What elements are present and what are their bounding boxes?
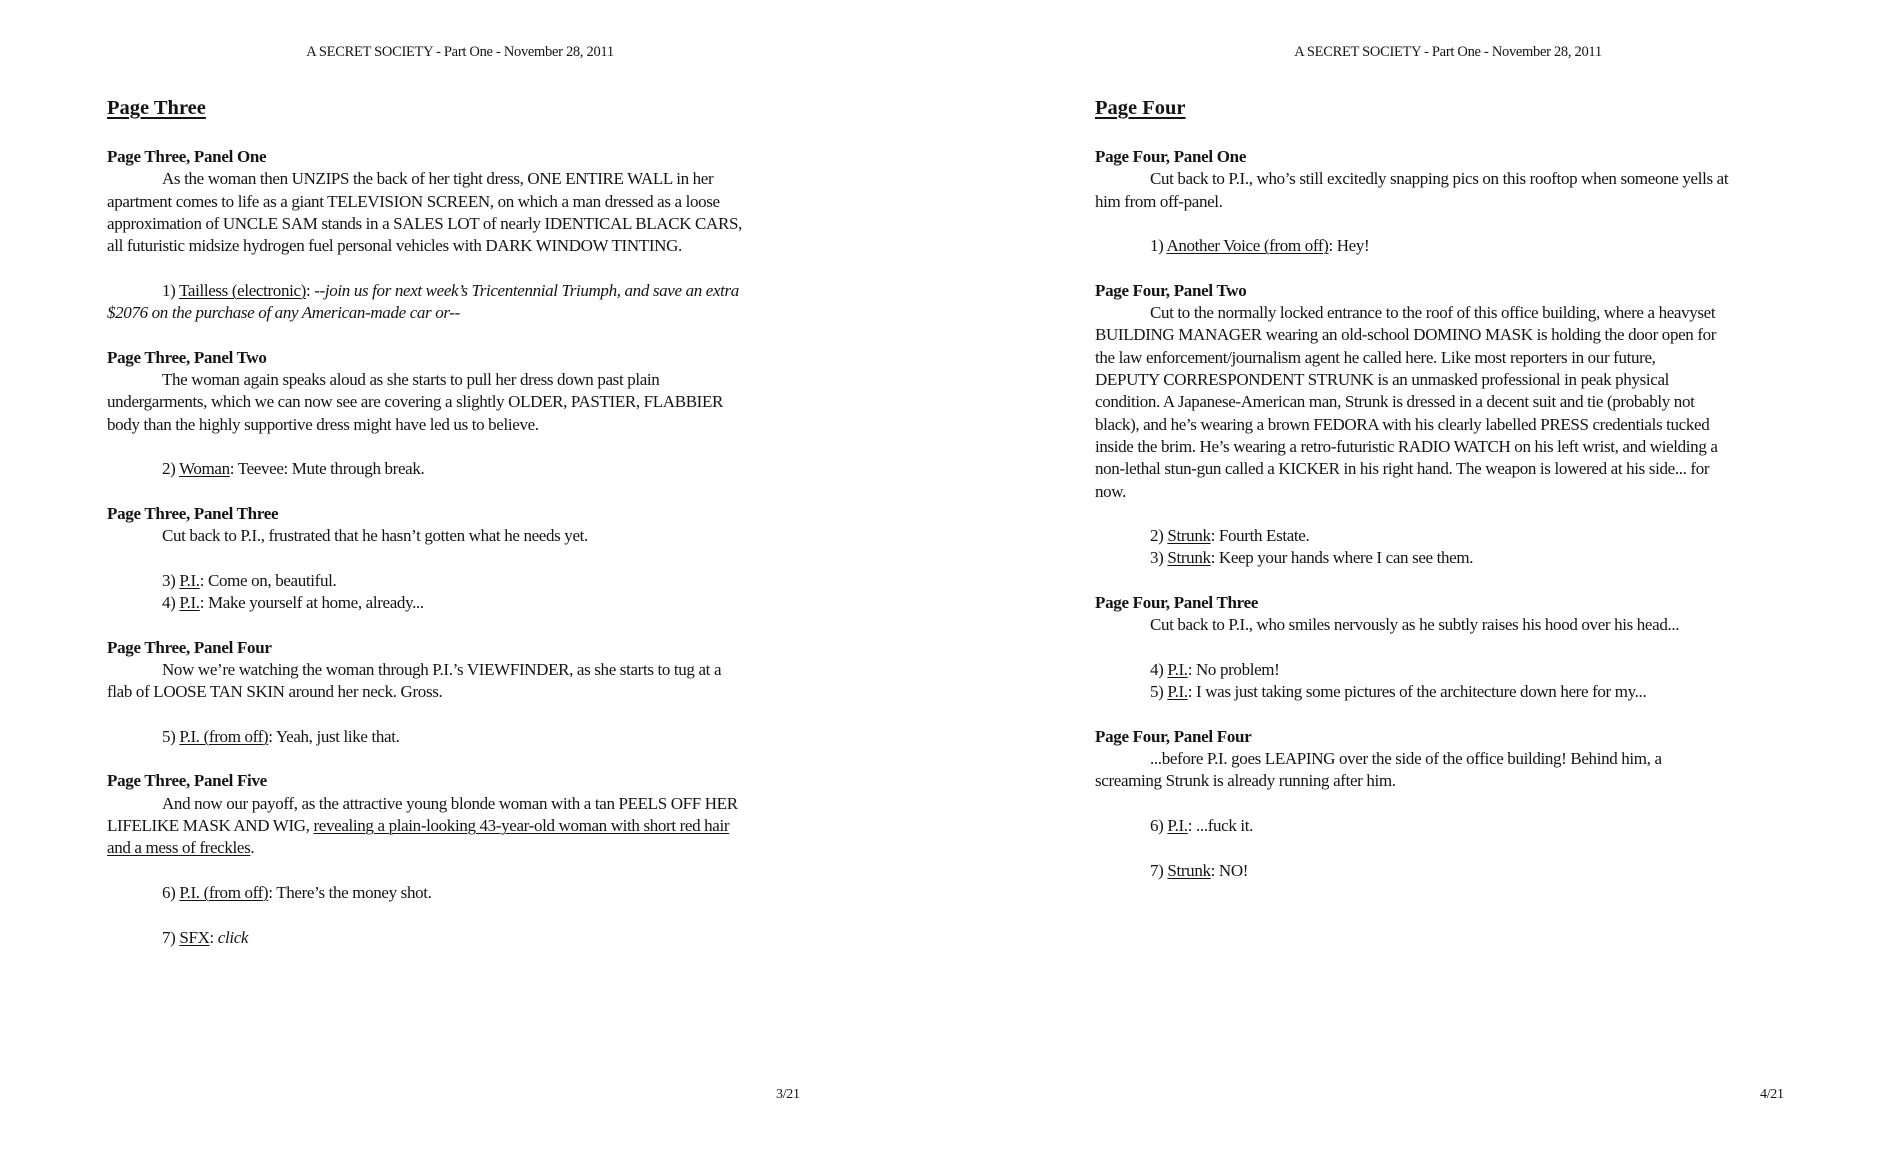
text-span: 5) [162,726,180,746]
text-span: approximation of UNCLE SAM stands in a SALES LOT of nearly IDENTICAL BLACK CARS, [107,213,742,233]
text-span: 2) [162,459,180,479]
text-span: 7) [1150,860,1168,880]
panel-heading: Page Three, Panel One [107,147,267,166]
underlined-text: Strunk [1167,548,1211,568]
description-line [107,681,442,703]
text-span: : Come on, beautiful. [199,570,337,590]
description-line [1150,614,1679,636]
underlined-text: P.I. [1167,659,1188,679]
dialogue-line [107,302,460,324]
text-span: ...before P.I. goes LEAPING over the side of the office building! Behind him, a [1150,749,1662,769]
text-span: : Teevee: Mute through break. [229,459,425,479]
text-span: 7) [162,927,180,947]
text-span: undergarments, which we can now see are covering a slightly OLDER, PASTIER, FLABBIER [107,392,724,412]
text-span: flab of LOOSE TAN SKIN around her neck. Gross. [107,682,443,702]
dialogue-line [1150,525,1309,547]
text-span: : Yeah, just like that. [268,726,400,746]
text-span: Cut back to P.I., frustrated that he hasn’t gotten what he needs yet. [162,526,588,546]
text-span: : [306,280,315,300]
text-span: Cut to the normally locked entrance to the roof of this office building, where a heavyset [1150,303,1716,323]
dialogue-line [1150,547,1473,569]
description-line [1150,748,1662,770]
text-span: all futuristic midsize hydrogen fuel personal vehicles with DARK WINDOW TINTING. [107,236,682,256]
page-number: 3/21 [776,1087,800,1102]
dialogue-line [1150,235,1369,257]
text-span: 6) [1150,816,1168,835]
underlined-text: Tailless (electronic) [179,280,306,300]
dialogue-line [162,882,432,904]
description-line [1095,391,1694,413]
text-span: non-lethal stun-gun called a KICKER in his right hand. The weapon is lowered at his side... for [1095,459,1710,479]
text-span: 3) [1150,548,1168,568]
description-line [162,369,659,391]
text-span: : NO! [1210,860,1249,880]
text-span: . [250,838,255,858]
text-span: 4) [1150,659,1168,679]
dialogue-line [162,458,424,480]
panel-heading: Page Three, Panel Five [107,771,267,791]
dialogue-line [162,592,424,614]
underlined-text: and a mess of freckles [107,838,251,858]
panel-heading: Page Three, Panel Two [107,347,267,367]
text-span: screaming Strunk is already running after him. [1095,771,1396,791]
underlined-text: Another Voice (from off) [1166,236,1329,256]
description-line [107,391,723,413]
running-header: A SECRET SOCIETY - Part One - November 28, 2011 [1294,44,1602,60]
panel-heading: Page Four, Panel Two [1095,280,1247,300]
text-span: : ...fuck it. [1187,816,1254,835]
dialogue-line [162,927,248,949]
dialogue-line [162,726,400,748]
description-line [107,837,254,859]
text-span: Cut back to P.I., who’s still excitedly snapping pics on this rooftop when someone yells at [1150,169,1729,189]
underlined-text: revealing a plain-looking 43-year-old woman with short red hair [313,816,730,835]
text-span: And now our payoff, as the attractive young blonde woman with a tan PEELS OFF HER [162,793,738,813]
description-line [162,659,721,681]
text-span: : Keep your hands where I can see them. [1210,548,1474,568]
underlined-text: Strunk [1167,526,1211,546]
panel-heading: Page Three, Panel Four [107,637,272,657]
text-span: : No problem! [1187,659,1280,679]
text-span: 6) [162,882,180,902]
underlined-text: Woman [179,459,230,479]
text-span: : I was just taking some pictures of the architecture down here for my... [1187,682,1647,702]
dialogue-line [1150,815,1253,837]
description-line [1095,191,1223,213]
script-page-four [988,0,1888,1149]
page-title: Page Four [1095,97,1186,119]
text-span: : [209,927,218,947]
panel-heading: Page Four, Panel Three [1095,593,1259,612]
underlined-text: Strunk [1167,860,1211,880]
description-line [1095,324,1716,346]
description-line [1095,458,1709,480]
italic-text: click [217,927,249,947]
text-span: condition. A Japanese-American man, Strunk is dressed in a decent suit and tie (probably not [1095,392,1695,412]
description-line [1095,369,1669,391]
description-line [107,191,720,213]
underlined-text: P.I. [1167,682,1188,702]
dialogue-line [1150,681,1646,703]
running-header: A SECRET SOCIETY - Part One - November 28, 2011 [306,44,614,60]
text-span: black), and he’s wearing a brown FEDORA with his clearly labelled PRESS credentials tucked [1095,414,1710,434]
text-span: 1) [1150,236,1167,256]
text-span: Now we’re watching the woman through P.I.’s VIEWFINDER, as she starts to tug at a [162,659,722,679]
dialogue-line [1150,659,1279,681]
text-span: apartment comes to life as a giant TELEVISION SCREEN, on which a man dressed as a loose [107,191,720,211]
dialogue-line [162,280,739,302]
underlined-text: P.I. (from off) [179,726,269,746]
description-line [107,213,742,235]
underlined-text: P.I. [179,593,200,612]
text-span: The woman again speaks aloud as she starts to pull her dress down past plain [162,370,660,389]
text-span: 1) [162,280,180,300]
description-line [1095,414,1709,436]
underlined-text: SFX [179,927,210,947]
text-span: 2) [1150,526,1168,546]
page-number: 4/21 [1760,1087,1784,1102]
underlined-text: P.I. [179,570,200,590]
underlined-text: P.I. [1167,816,1188,835]
text-span: : Fourth Estate. [1210,526,1310,546]
text-span: : Make yourself at home, already... [199,593,424,612]
description-line [162,168,713,190]
description-line [162,525,588,547]
text-span: LIFELIKE MASK AND WIG, [107,816,314,835]
panel-heading: Page Four, Panel One [1095,147,1247,166]
text-span: him from off-panel. [1095,191,1223,211]
script-page-three [0,0,900,1149]
text-span: inside the brim. He’s wearing a retro-futuristic RADIO WATCH on his left wrist, and wielding a [1095,436,1718,456]
description-line [1095,347,1656,369]
text-span: Cut back to P.I., who smiles nervously as he subtly raises his hood over his head... [1150,615,1680,635]
text-span: now. [1095,481,1127,501]
text-span: BUILDING MANAGER wearing an old-school DOMINO MASK is holding the door open for [1095,325,1717,345]
description-line [1095,436,1718,458]
description-line [107,815,729,837]
page-title: Page Three [107,97,206,119]
text-span: 5) [1150,682,1168,702]
description-line [107,235,682,257]
text-span: : Hey! [1328,236,1370,256]
dialogue-line [162,570,336,592]
text-span: : There’s the money shot. [268,882,432,902]
italic-text: --join us for next week’s Tricentennial Triumph, and save an extra [314,280,739,300]
text-span: the law enforcement/journalism agent he called here. Like most reporters in our future, [1095,347,1656,367]
text-span: body than the highly supportive dress might have led us to believe. [107,414,539,434]
description-line [1150,302,1715,324]
panel-heading: Page Four, Panel Four [1095,726,1252,746]
text-span: 3) [162,570,180,590]
text-span: As the woman then UNZIPS the back of her tight dress, ONE ENTIRE WALL in her [162,169,714,189]
text-span: DEPUTY CORRESPONDENT STRUNK is an unmasked professional in peak physical [1095,370,1670,389]
description-line [162,793,738,815]
underlined-text: P.I. (from off) [179,882,269,902]
description-line [1095,770,1396,792]
italic-text: $2076 on the purchase of any American-made car or-- [107,303,460,323]
panel-heading: Page Three, Panel Three [107,503,279,523]
description-line [107,414,539,436]
dialogue-line [1150,860,1248,882]
description-line [1150,168,1728,190]
description-line [1095,481,1126,503]
text-span: 4) [162,593,180,612]
